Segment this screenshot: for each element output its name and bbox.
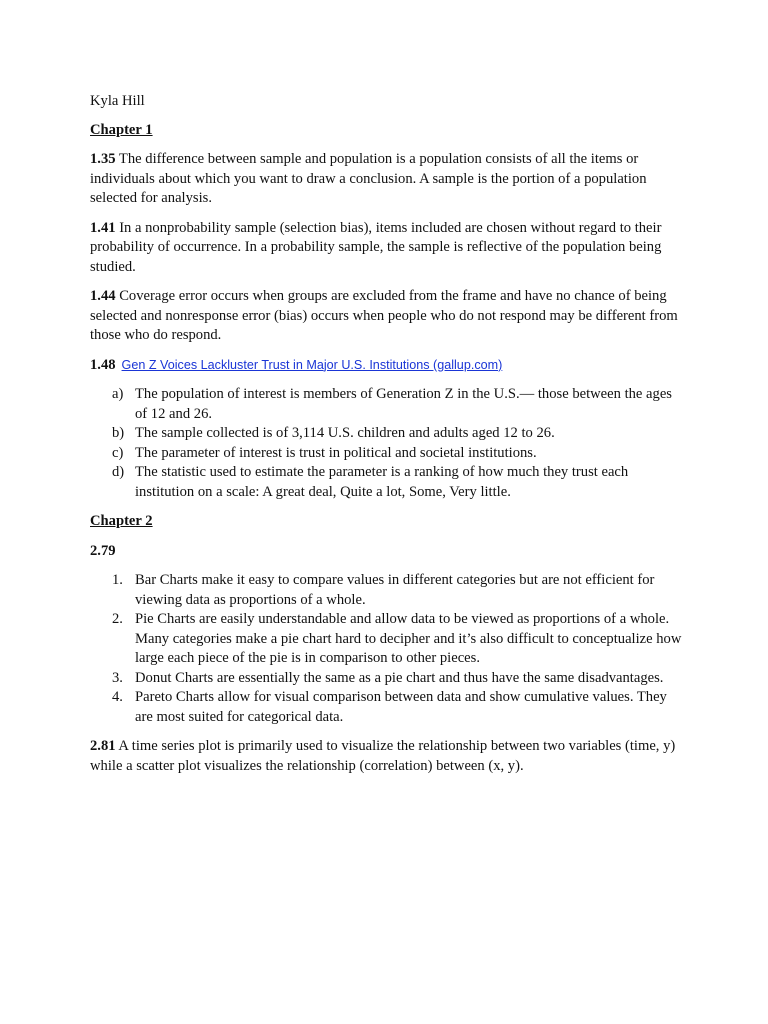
- list-item-text: Bar Charts make it easy to compare values in different categories but are not efficient for viewing data as proportions of a whole.: [135, 572, 655, 608]
- answer-2-79-heading: [90, 542, 682, 562]
- list-item: [90, 463, 682, 502]
- answer-1-35: [90, 150, 682, 209]
- answer-1-44: [90, 287, 682, 346]
- answer-2-81: [90, 737, 682, 776]
- list-marker: 4.: [112, 689, 123, 705]
- list-item-text: Pie Charts are easily understandable and allow data to be viewed as proportions of a whole. Many categories make a pie chart hard to decipher and it’s also difficult to conceptualize how large each piece of the pie is in comparison to other pieces.: [135, 611, 682, 666]
- list-marker: a): [112, 386, 124, 402]
- answer-text: In a nonprobability sample (selection bias), items included are chosen without regard to their probability of occurrence. In a probability sample, the sample is reflective of the population being studied.: [90, 219, 662, 275]
- answer-text: The difference between sample and population is a population consists of all the items or individuals about which you want to draw a conclusion. A sample is the portion of a population selected for analysis.: [90, 151, 647, 206]
- list-item: [90, 669, 682, 689]
- question-number: 1.44: [90, 288, 116, 304]
- list-marker: d): [112, 464, 125, 480]
- list-item-text: Donut Charts are essentially the same as a pie chart and thus have the same disadvantages.: [135, 669, 664, 686]
- question-number: 1.35: [90, 151, 116, 167]
- list-marker: b): [112, 425, 125, 441]
- document-page: [90, 92, 682, 786]
- list-item-text: The population of interest is members of Generation Z in the U.S.— those between the ages of 12 and 26.: [135, 386, 672, 422]
- list-item: [90, 610, 682, 669]
- list-marker: 2.: [112, 611, 123, 627]
- list-item: [90, 385, 682, 424]
- list-item: [90, 444, 682, 464]
- list-item-text: The parameter of interest is trust in political and societal institutions.: [135, 444, 537, 461]
- chapter-2-heading: Chapter 2: [90, 513, 153, 529]
- list-marker: c): [112, 444, 124, 461]
- list-item: [90, 688, 682, 727]
- answer-1-41: [90, 219, 682, 278]
- answer-text: Coverage error occurs when groups are excluded from the frame and have no chance of being selected and nonresponse error (bias) occurs when people who do not respond may be different from those who do respond.: [90, 288, 678, 343]
- answer-1-48: [90, 356, 682, 376]
- list-marker: 1.: [112, 572, 123, 588]
- question-number: 2.81: [90, 738, 116, 754]
- list-item: [90, 571, 682, 610]
- answer-1-48-list: [90, 385, 682, 502]
- answer-2-79-list: [90, 571, 682, 727]
- question-number: 1.48: [90, 356, 116, 373]
- answer-text: A time series plot is primarily used to visualize the relationship between two variables (time, y) while a scatter plot visualizes the relationship (correlation) between (x, y).: [90, 738, 676, 774]
- chapter-1-heading: Chapter 1: [90, 121, 153, 138]
- gallup-article-link[interactable]: Gen Z Voices Lackluster Trust in Major U.S. Institutions (gallup.com): [121, 357, 503, 372]
- list-item-text: The sample collected is of 3,114 U.S. children and adults aged 12 to 26.: [135, 425, 555, 441]
- list-item: [90, 424, 682, 444]
- author-name: Kyla Hill: [90, 93, 145, 109]
- list-marker: 3.: [112, 669, 123, 686]
- list-item-text: The statistic used to estimate the parameter is a ranking of how much they trust each institution on a scale: A great deal, Quite a lot, Some, Very little.: [135, 464, 629, 500]
- question-number: 1.41: [90, 219, 116, 236]
- list-item-text: Pareto Charts allow for visual comparison between data and show cumulative values. They are most suited for categorical data.: [135, 689, 667, 725]
- question-number: 2.79: [90, 542, 116, 559]
